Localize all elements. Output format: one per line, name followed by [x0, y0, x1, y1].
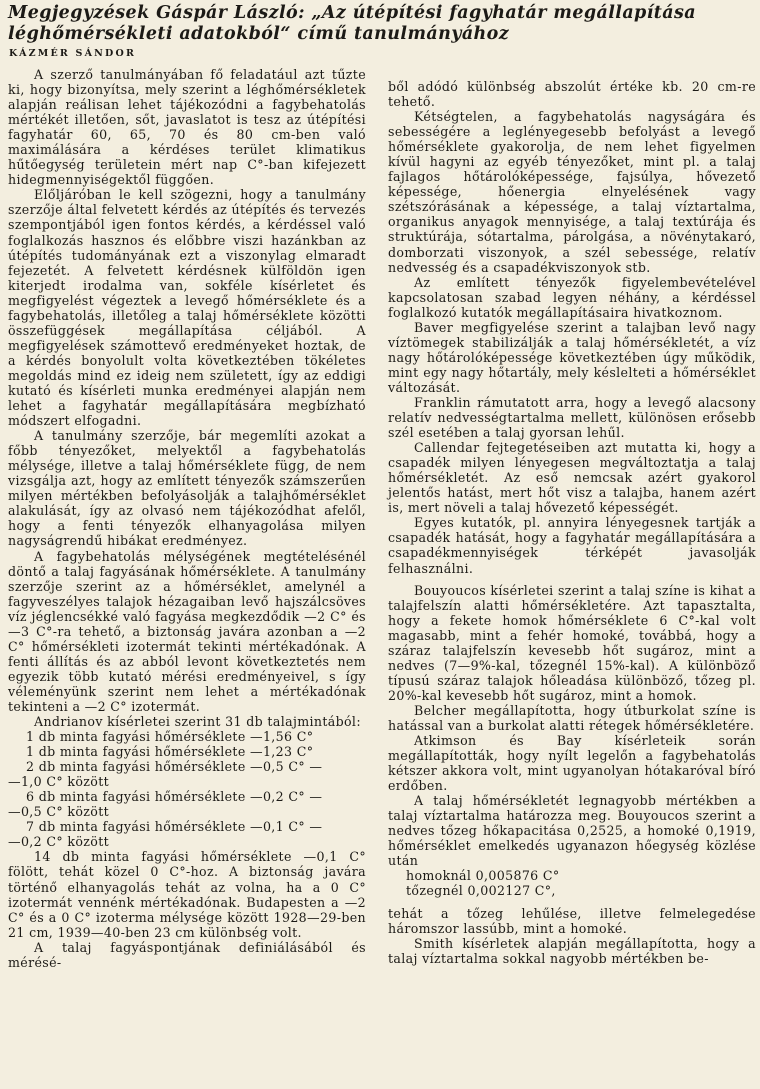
paragraph: A fagybehatolás mélységének megtételésénél döntő a talaj fagyásának hőmérséklete. A tanulmány szerzője szerint az a hőmérséklet, amelynél a fagyveszélyes talajok hézagaiban levő hajszálcsöves víz jéglencsékké való fagyása megkezdődik —2 C° és —3 C°-ra tehető, a biztonság javára azonban a —2 C° hőmérsékleti izotermát tekinti mértékadónak. A fenti állítás és az abból levont következtetés nem egyezik több kutató mérési eredményeivel, s így véleményünk szerint nem lehet a mértékadónak tekinteni a —2 C° izotermát.: [8, 548, 366, 714]
paragraph: A talaj fagyáspontjának definiálásából és mérésé-: [8, 939, 366, 970]
paragraph: A tanulmány szerzője, bár megemlíti azokat a főbb tényezőket, melyektől a fagybehatolás mélysége, illetve a talaj hőmérséklete függ, de nem vizsgálja azt, hogy az említett tényezők számszerűen milyen mértékben befolyásolják a talajhőmérséklet alakulását, így az olvasó nem tájékozódhat afelől, hogy a fenti tényezők elhanyagolása milyen nagyságrendű hibákat eredményez.: [8, 428, 366, 549]
formula-line: homoknál 0,005876 C°: [406, 868, 560, 884]
article-title: Megjegyzések Gáspár László: „Az útépítési fagyhatár megállapítása léghőmérsékleti adatokból“ című tanulmányához: [8, 3, 696, 44]
paragraph: Atkimson és Bay kísérleteik során megállapították, hogy nyílt legelőn a fagybehatolás kétszer akkora volt, mint ugyanolyan hótakaróval bíró erdőben.: [388, 733, 756, 794]
paragraph: Franklin rámutatott arra, hogy a levegő alacsony relatív nedvességtartalma mellett, különösen erősebb szél esetében a talaj gyorsan lehűl.: [388, 394, 756, 441]
left-column: [8, 67, 366, 970]
list-item: 7 db minta fagyási hőmérséklete —0,1 C° —: [26, 819, 323, 835]
paragraph: ből adódó különbség abszolút értéke kb. 20 cm-re tehető.: [388, 79, 756, 110]
paragraph: A talaj hőmérsékletét legnagyobb mértékben a talaj víztartalma határozza meg. Bouyoucos szerint a nedves tőzeg hőkapacitása 0,2525, a homoké 0,1919, hőmérséklet emelkedés ugyanazon hőegység közlése után: [388, 793, 756, 869]
formula-line: tőzegnél 0,002127 C°,: [406, 883, 556, 899]
paragraph: Bouyoucos kísérletei szerint a talaj színe is kihat a talajfelszín alatti hőmérsékletére. Azt tapasztalta, hogy a fekete homok hőmérséklete 6 C°-kal volt magasabb, mint a fehér homoké, továbbá, hogy a száraz talajfelszín kevesebb hőt sugároz, mint a nedves (7—9%-kal, tőzegnél 15%-kal). A különböző típusú száraz talajok hőleadása különböző, tőzeg pl. 20%-kal kevesebb hőt sugároz, mint a homok.: [388, 582, 756, 703]
paragraph: Kétségtelen, a fagybehatolás nagyságára és sebességére a leglényegesebb befolyást a levegő hőmérséklete gyakorolja, de nem lehet figyelmen kívül hagyni az egyéb tényezőket, mint pl. a talaj fajlagos hőtárolóképessége, fajsúlya, hővezető képessége, hőenergia elnyelésének vagy szétszórásának a képessége, a talaj víztartalma, organikus anyagok mennyisége, a talaj textúrája és struktúrája, sótartalma, párolgása, a növénytakaró, domborzati viszonyok, a szél sebessége, relatív nedvesség és a csapadékviszonyok stb.: [388, 109, 756, 275]
paragraph: Belcher megállapította, hogy útburkolat színe is hatással van a burkolat alatti rétegek hőmérsékletére.: [388, 702, 756, 733]
paragraph: Andrianov kísérletei szerint 31 db talajmintából:: [34, 714, 361, 730]
paragraph: Callendar fejtegetéseiben azt mutatta ki, hogy a csapadék milyen lényegesen megváltoztatja a talaj hőmérsékletét. Az eső nemcsak azért gyakorol jelentős hatást, mert hőt visz a talajba, hanem azért is, mert növeli a talaj hővezető képességét.: [388, 440, 756, 516]
right-column: [388, 79, 756, 966]
list-item: 6 db minta fagyási hőmérséklete —0,2 C° —: [26, 789, 323, 805]
list-item: —1,0 C° között: [8, 774, 110, 790]
paragraph: Baver megfigyelése szerint a talajban levő nagy víztömegek stabilizálják a talaj hőmérsékletét, a víz nagy hőtárolóképessége következtében úgy működik, mint egy nagy hőtartály, mely késlelteti a hőmérséklet változását.: [388, 319, 756, 395]
list-item: —0,5 C° között: [8, 804, 110, 820]
paragraph: Egyes kutatók, pl. annyira lényegesnek tartják a csapadék hatását, hogy a fagyhatár megállapítására a csapadékmennyiségek térképét javasolják felhasználni.: [388, 515, 756, 576]
author-name: KÁZMÉR SÁNDOR: [9, 48, 137, 59]
paragraph: 14 db minta fagyási hőmérséklete —0,1 C° fölött, tehát közel 0 C°-hoz. A biztonság javára történő elhanyagolás tehát az volna, ha a 0 C° izotermát vennénk mértékadónak. Budapesten a —2 C° és a 0 C° izoterma mélysége között 1928—29-ben 21 cm, 1939—40-ben 23 cm különbség volt.: [8, 849, 366, 940]
list-item: 2 db minta fagyási hőmérséklete —0,5 C° —: [26, 759, 323, 775]
list-item: 1 db minta fagyási hőmérséklete —1,56 C°: [26, 729, 314, 745]
paragraph: Az említett tényezők figyelembevételével kapcsolatosan szabad legyen néhány, a kérdéssel foglalkozó kutatók megállapításaira hivatkoznom.: [388, 274, 756, 320]
paragraph: A szerző tanulmányában fő feladatául azt tűzte ki, hogy bizonyítsa, mely szerint a léghőmérsékletek alapján reálisan lehet tájékozódni a fagybehatolás mértékét illetően, sőt, javaslatot is tesz az útépítési fagyhatár 60, 65, 70 és 80 cm-ben való maximálására a kérdéses terület klimatikus hűtőegység területein mért nap C°-ban kifejezett hidegmennyiségektől függően.: [8, 67, 366, 188]
paragraph: Előljáróban le kell szögezni, hogy a tanulmány szerzője által felvetett kérdés az útépítés és tervezés szempontjából igen fontos kérdés, a kérdéssel való foglalkozás hasznos és előbbre viszi hazánkban az útépítés tudományának ezt a viszonylag elmaradt fejezetét. A felvetett kérdésnek külföldön igen kiterjedt irodalma van, sokféle kísérletet és megfigyelést végeztek a levegő hőmérséklete és a fagybehatolás, illetőleg a talaj hőmérséklete közötti összefüggések megállapítása céljából. A megfigyelések számottevő eredményeket hoztak, de a kérdés bonyolult volta következtében tökéletes megoldás mind ez ideig nem született, így az eddigi kutató és kísérleti munka eredményei alapján nem lehet a fagyhatár megállapítására megbízható módszert elfogadni.: [8, 187, 366, 429]
paragraph: tehát a tőzeg lehűlése, illetve felmelegedése háromszor lassúbb, mint a homoké.: [388, 905, 756, 936]
list-item: —0,2 C° között: [8, 834, 110, 850]
formula-block: [388, 868, 756, 898]
paragraph: Smith kísérletek alapján megállapította, hogy a talaj víztartalma sokkal nagyobb mértékben be-: [388, 935, 756, 966]
list-item: 1 db minta fagyási hőmérséklete —1,23 C°: [26, 744, 314, 760]
measurement-list: [8, 729, 366, 849]
